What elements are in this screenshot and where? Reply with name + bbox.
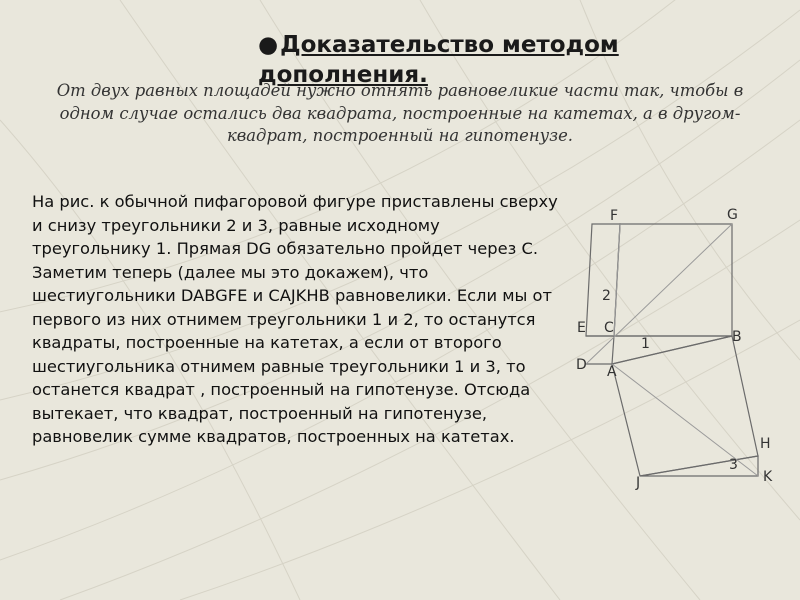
label-d: D (576, 357, 587, 373)
label-e: E (577, 320, 586, 336)
label-b: B (732, 329, 742, 345)
label-g: G (727, 207, 738, 223)
intro-text: От двух равных площадей нужно отнять равновеликие части так, чтобы в одном случае остались два квадрата, построенные на катетах, а в другом- квадрат, построенный на гипотенузе. (56, 81, 744, 145)
title-bullet: ● (258, 32, 279, 58)
label-triangle-1: 1 (641, 336, 650, 352)
title-text: Доказательство методом дополнения. (258, 32, 619, 88)
figure-square-hypotenuse (612, 336, 758, 476)
label-triangle-3: 3 (729, 457, 738, 473)
pythagorean-figure (560, 195, 785, 495)
label-c: C (604, 320, 614, 336)
label-a: A (607, 364, 617, 380)
figure-triangle-3 (640, 456, 758, 476)
label-j: J (636, 475, 641, 491)
label-triangle-2: 2 (602, 288, 611, 304)
label-f: F (610, 208, 619, 224)
label-h: H (760, 436, 771, 452)
body-text: На рис. к обычной пифагоровой фигуре приставлены сверху и снизу треугольники 2 и 3, равные исходному треугольнику 1. Прямая DG обязательно пройдет через С. Заметим теперь (далее мы это докажем), что шестиугольники DABGFE и CAJKHB равновелики. Если мы от первого из них отнимем треугольники 1 и 2, то останутся квадраты, построенные на катетах, а если от второго шестиугольника отнимем равные треугольники 1 и 3, то останется квадрат , построенный на гипотенузе. Отсюда вытекает, что квадрат, построенный на гипотенузе, равновелик сумме квадратов, построенных на катетах. (32, 192, 558, 446)
label-k: K (763, 469, 773, 485)
figure-line-cf (614, 224, 620, 336)
